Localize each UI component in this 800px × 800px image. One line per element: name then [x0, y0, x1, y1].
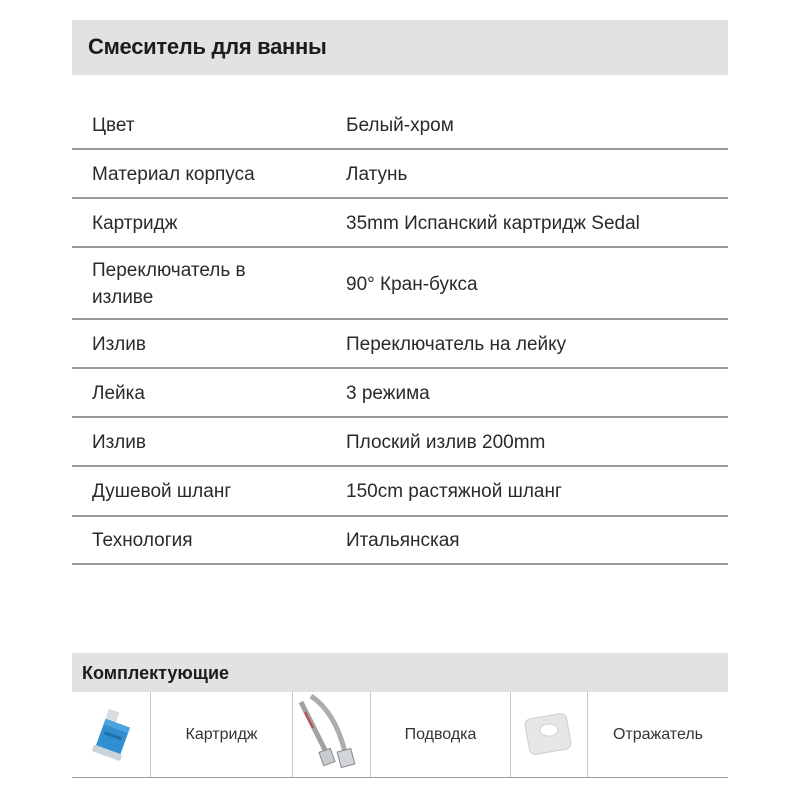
escutcheon-icon: [511, 692, 588, 777]
spec-value: Плоский излив 200mm: [346, 432, 546, 453]
spec-key: Картридж: [92, 213, 178, 234]
spec-key-line2: изливе: [92, 287, 154, 308]
accessory-label-hose: Подводка: [370, 692, 510, 777]
spec-key: Душевой шланг: [92, 481, 232, 502]
accessory-label-cartridge: Картридж: [150, 692, 292, 777]
cartridge-icon: [72, 692, 150, 777]
spec-table: [72, 101, 728, 565]
cartridge-image-cell: [72, 692, 150, 777]
spec-key: Материал корпуса: [92, 164, 255, 185]
page-title: Смеситель для ванны: [88, 34, 327, 59]
spec-row: [72, 150, 728, 199]
title-band: [72, 20, 728, 75]
spec-row: [72, 101, 728, 150]
escutcheon-image-cell: [510, 692, 587, 777]
spec-value: 90° Кран-букса: [346, 274, 478, 295]
spec-value: 150cm растяжной шланг: [346, 481, 562, 502]
spec-row: [72, 248, 728, 320]
spec-value: Белый-хром: [346, 115, 454, 136]
spec-key: Излив: [92, 432, 146, 453]
spec-key: Цвет: [92, 115, 135, 136]
spec-value: Итальянская: [346, 530, 460, 551]
spec-key: Технология: [92, 530, 193, 551]
spec-row: [72, 320, 728, 369]
spec-value: Латунь: [346, 164, 408, 185]
accessory-label-escutcheon: Отражатель: [587, 692, 728, 777]
spec-key: Излив: [92, 334, 146, 355]
spec-row: [72, 199, 728, 248]
spec-value: 3 режима: [346, 383, 430, 404]
spec-value: 35mm Испанский картридж Sedal: [346, 213, 640, 234]
spec-value: Переключатель на лейку: [346, 334, 567, 355]
spec-row: [72, 369, 728, 418]
spec-row: [72, 517, 728, 565]
accessories-row: [72, 692, 728, 778]
spec-row: [72, 467, 728, 517]
hose-icon: [293, 692, 371, 777]
accessories-title: Комплектующие: [82, 663, 230, 683]
spec-key: Лейка: [92, 383, 145, 404]
spec-key-line1: Переключатель в: [92, 260, 246, 281]
accessories-header: [72, 653, 728, 692]
spec-row: [72, 418, 728, 467]
hose-image-cell: [292, 692, 370, 777]
